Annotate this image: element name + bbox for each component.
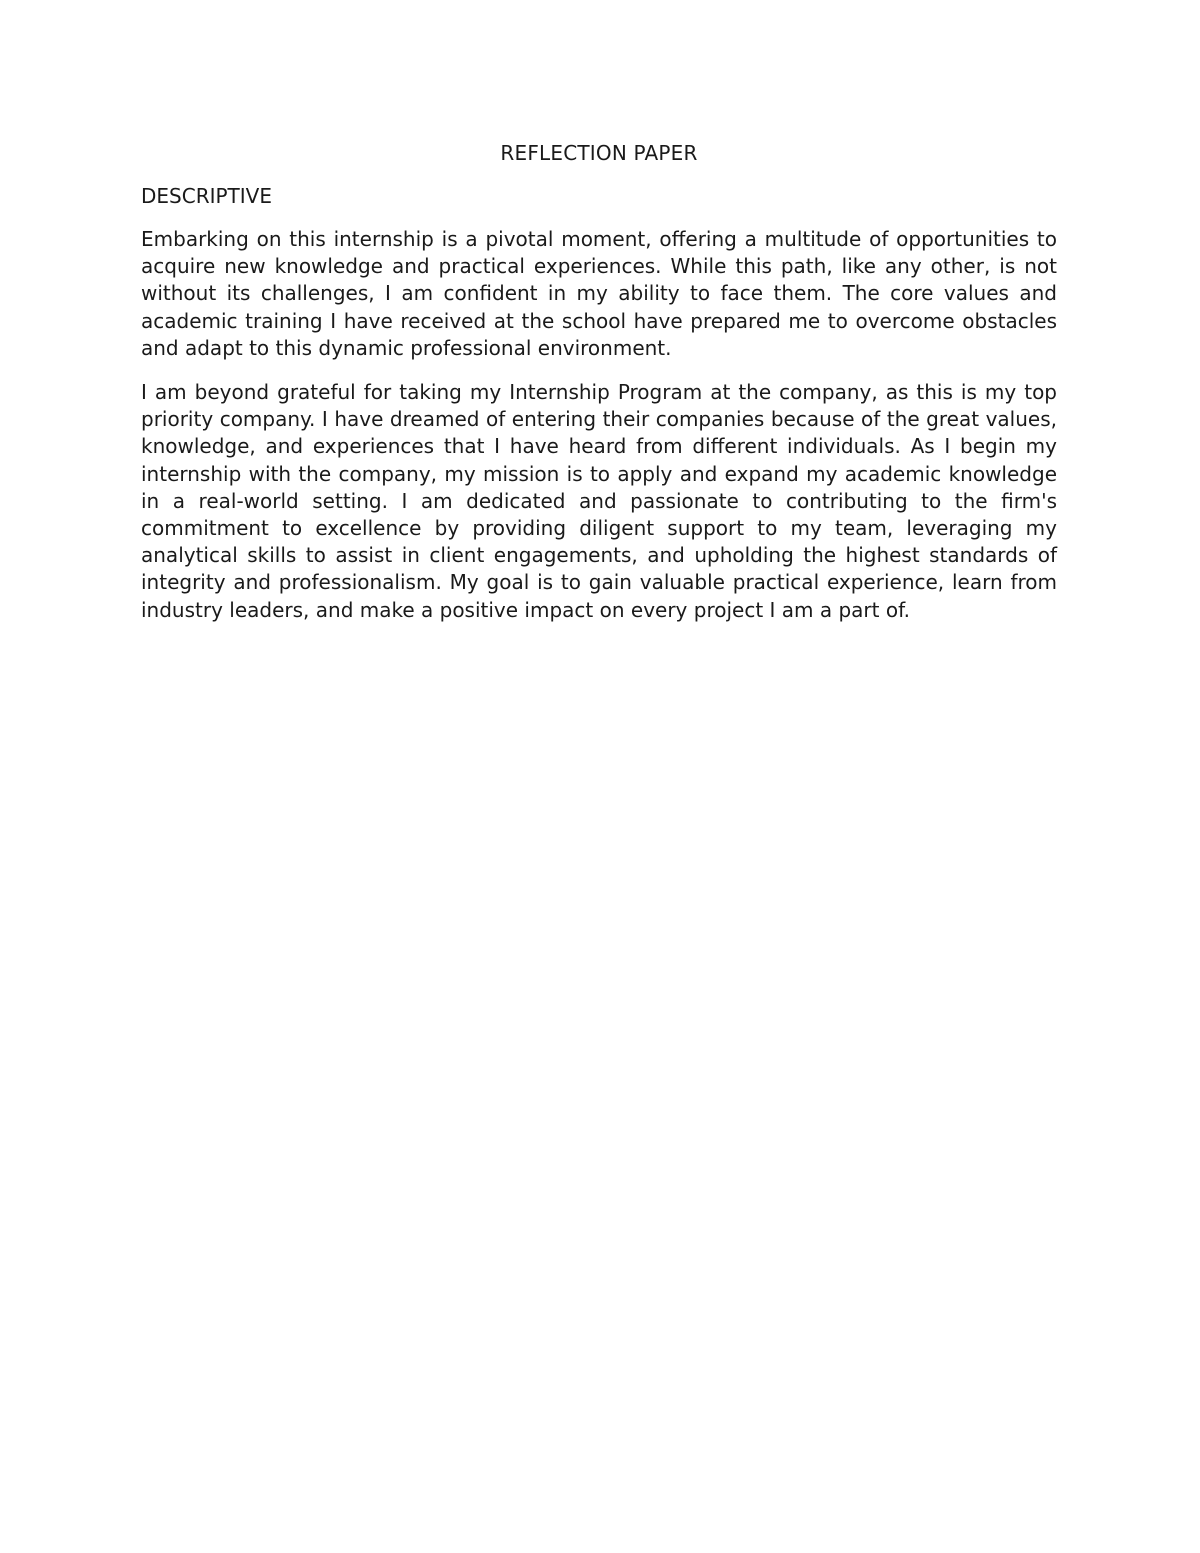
paragraph-2: I am beyond grateful for taking my Internship Program at the company, as this is my top priority company. I have dreamed of entering their companies because of the great values, knowledge, and experiences that I have heard from different individuals. As I begin my internship with the company, my mission is to apply and expand my academic knowledge in a real-world setting. I am dedicated and passionate to contributing to the firm's commitment to excellence by providing diligent support to my team, leveraging my analytical skills to assist in client engagements, and upholding the highest standards of integrity and professionalism. My goal is to gain valuable practical experience, learn from industry leaders, and make a positive impact on every project I am a part of.	[141, 380, 1057, 622]
document-page	[141, 140, 1057, 641]
paragraph-1: Embarking on this internship is a pivotal moment, offering a multitude of opportunities to acquire new knowledge and practical experiences. While this path, like any other, is not without its challenges, I am confident in my ability to face them. The core values and academic training I have received at the school have prepared me to overcome obstacles and adapt to this dynamic professional environment.	[141, 227, 1057, 360]
document-title: REFLECTION PAPER	[500, 141, 698, 165]
section-heading: DESCRIPTIVE	[141, 184, 272, 208]
